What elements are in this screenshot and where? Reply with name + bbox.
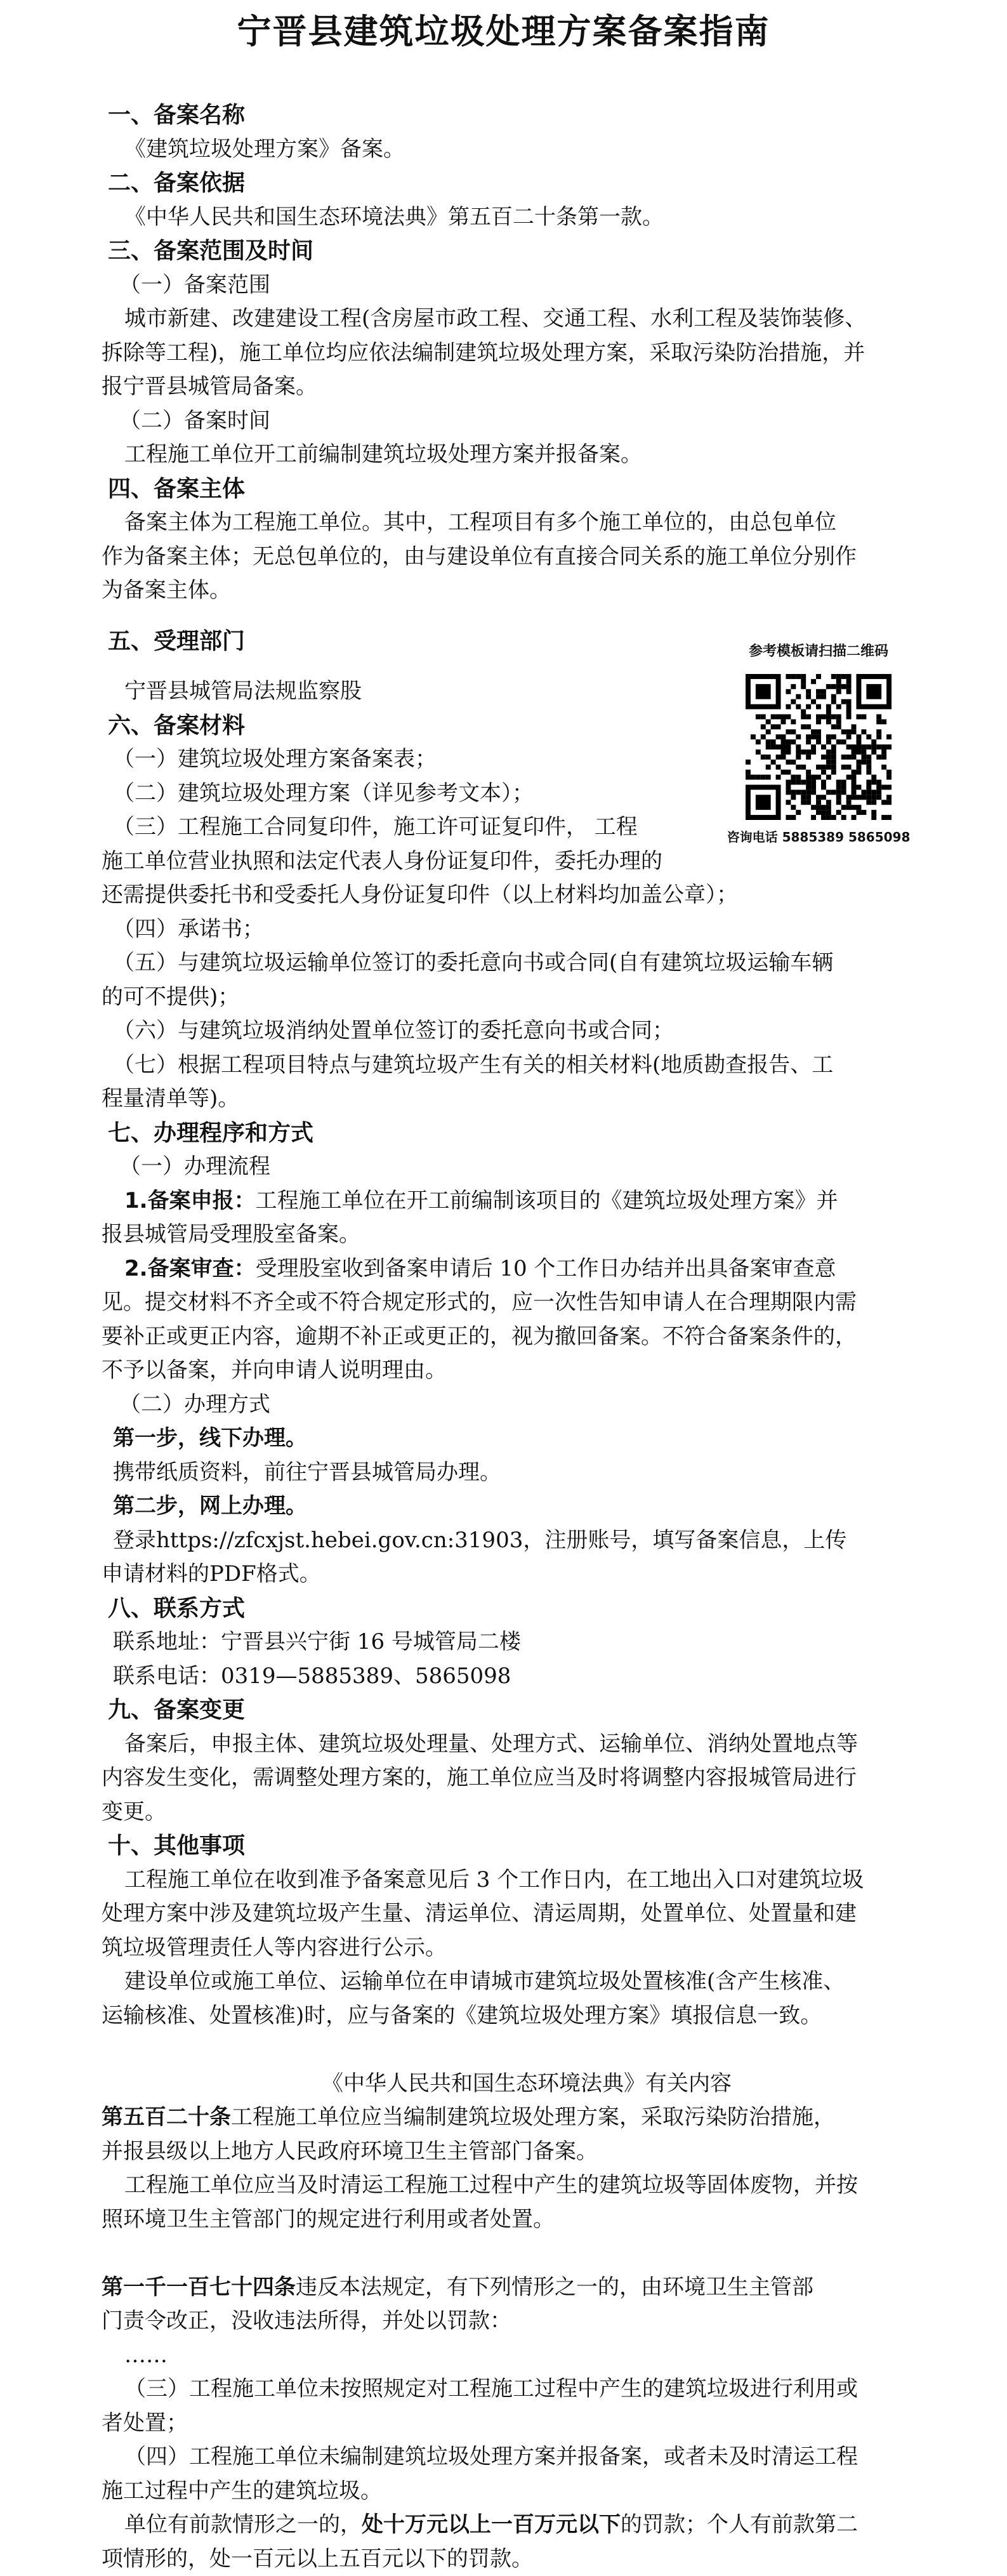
list-item: 施工过程中产生的建筑垃圾。: [102, 2474, 964, 2509]
article-number: 第一千一百七十四条: [102, 2275, 296, 2300]
article-line: [102, 2101, 964, 2135]
qr-phone: 咨询电话 5885389 5865098: [723, 828, 914, 847]
article-line: [102, 2271, 964, 2305]
page-title: 宁晋县建筑垃圾处理方案备案指南: [0, 6, 1007, 57]
step-label: 1.备案申报：: [124, 1188, 256, 1213]
penalty-text: 的罚款；个人有前款第二: [621, 2512, 858, 2537]
step-offline: 第一步，线下办理。: [102, 1422, 964, 1456]
paragraph-line: 城市新建、改建建设工程(含房屋市政工程、交通工程、水利工程及装饰装修、: [102, 302, 964, 336]
section-heading-change: 九、备案变更: [102, 1693, 964, 1727]
section-heading-department: 五、受理部门: [102, 624, 964, 659]
list-item: 者处置；: [102, 2407, 964, 2441]
section-heading-name: 一、备案名称: [102, 98, 964, 133]
ellipsis: ……: [102, 2339, 964, 2373]
list-item: 的可不提供)；: [102, 981, 964, 1015]
paragraph-line: 不予以备案，并向申请人说明理由。: [102, 1354, 964, 1388]
list-item: （七）根据工程项目特点与建筑垃圾产生有关的相关材料(地质勘查报告、工: [102, 1048, 964, 1083]
penalty-amount: 处十万元以上一百万元以下: [362, 2512, 621, 2537]
list-item: 施工单位营业执照和法定代表人身份证复印件，委托办理的: [102, 845, 964, 879]
paragraph-line: 报县城管局受理股室备案。: [102, 1218, 964, 1252]
qr-code-block: [723, 641, 914, 847]
paragraph-line: 运输核准、处置核准)时，应与备案的《建筑垃圾处理方案》填报信息一致。: [102, 1999, 964, 2033]
paragraph-line: 变更。: [102, 1795, 964, 1830]
paragraph-line: 要补正或更正内容，逾期不补正或更正的，视为撤回备案。不符合备案条件的，: [102, 1320, 964, 1354]
list-item: （六）与建筑垃圾消纳处置单位签订的委托意向书或合同；: [102, 1014, 964, 1048]
section-heading-procedure: 七、办理程序和方式: [102, 1116, 964, 1151]
list-item: （三）工程施工单位未按照规定对工程施工过程中产生的建筑垃圾进行利用或: [102, 2372, 964, 2407]
article-text: 违反本法规定，有下列情形之一的，由环境卫生主管部: [296, 2275, 813, 2300]
list-item: 还需提供委托书和受委托人身份证复印件（以上材料均加盖公章）；: [102, 878, 964, 913]
paragraph-line: 备案主体为工程施工单位。其中，工程项目有多个施工单位的，由总包单位: [102, 506, 964, 540]
section-heading-subject: 四、备案主体: [102, 472, 964, 506]
paragraph-line: 门责令改正，没收违法所得，并处以罚款：: [102, 2304, 964, 2339]
paragraph-line: 见。提交材料不齐全或不符合规定形式的，应一次性告知申请人在合理期限内需: [102, 1286, 964, 1320]
step-text: 工程施工单位在开工前编制该项目的《建筑垃圾处理方案》并: [256, 1188, 838, 1213]
paragraph-line: 拆除等工程)，施工单位均应依法编制建筑垃圾处理方案，采取污染防治措施，并: [102, 336, 964, 371]
paragraph-line: 宁晋县城管局法规监察股: [102, 675, 964, 709]
penalty-line: [102, 2508, 964, 2542]
qr-code-icon[interactable]: [746, 674, 892, 820]
paragraph-line: 为备案主体。: [102, 574, 964, 608]
contact-address: 联系地址：宁晋县兴宁街 16 号城管局二楼: [102, 1625, 964, 1660]
section-heading-basis: 二、备案依据: [102, 166, 964, 201]
paragraph-line: 备案后，申报主体、建筑垃圾处理量、处理方式、运输单位、消纳处置地点等: [102, 1727, 964, 1762]
step-line: [102, 1184, 964, 1219]
section-heading-materials: 六、备案材料: [102, 709, 964, 743]
list-item: （三）工程施工合同复印件，施工许可证复印件， 工程: [102, 810, 964, 845]
subheading-time: （二）备案时间: [102, 404, 964, 439]
paragraph-line: 携带纸质资料，前往宁晋县城管局办理。: [102, 1456, 964, 1490]
paragraph-line: 照环境卫生主管部门的规定进行利用或者处置。: [102, 2203, 964, 2237]
paragraph-line: 并报县级以上地方人民政府环境卫生主管部门备案。: [102, 2135, 964, 2169]
contact-phone: 联系电话：0319—5885389、5865098: [102, 1660, 964, 1694]
list-item: 程量清单等)。: [102, 1082, 964, 1116]
paragraph-line: 作为备案主体；无总包单位的，由与建设单位有直接合同关系的施工单位分别作: [102, 540, 964, 574]
list-item: （二）建筑垃圾处理方案（详见参考文本）；: [102, 777, 964, 811]
article-number: 第五百二十条: [102, 2104, 231, 2130]
paragraph-line: 处理方案中涉及建筑垃圾产生量、清运单位、清运周期，处置单位、处置量和建: [102, 1897, 964, 1931]
paragraph-line: 工程施工单位开工前编制建筑垃圾处理方案并报备案。: [102, 438, 964, 472]
paragraph-line: 内容发生变化，需调整处理方案的，施工单位应当及时将调整内容报城管局进行: [102, 1761, 964, 1795]
step-online: 第二步，网上办理。: [102, 1489, 964, 1524]
list-item: （五）与建筑垃圾运输单位签订的委托意向书或合同(自有建筑垃圾运输车辆: [102, 946, 964, 981]
section-heading-other: 十、其他事项: [102, 1829, 964, 1863]
section-text-basis: 《中华人民共和国生态环境法典》第五百二十条第一款。: [102, 201, 964, 235]
paragraph-line: 项情形的，处一百元以上五百元以下的罚款。: [102, 2542, 964, 2576]
article-text: 工程施工单位应当编制建筑垃圾处理方案，采取污染防治措施，: [231, 2104, 835, 2130]
list-item: （四）工程施工单位未编制建筑垃圾处理方案并报备案，或者未及时清运工程: [102, 2440, 964, 2474]
section-text-name: 《建筑垃圾处理方案》备案。: [102, 133, 964, 167]
step-line: [102, 1252, 964, 1286]
paragraph-line: 申请材料的PDF格式。: [102, 1557, 964, 1592]
section-heading-scope: 三、备案范围及时间: [102, 234, 964, 268]
document-body: [102, 98, 964, 2576]
law-heading: 《中华人民共和国生态环境法典》有关内容: [102, 2067, 964, 2101]
qr-label: 参考模板请扫描二维码: [723, 641, 914, 663]
paragraph-line: 工程施工单位在收到准予备案意见后 3 个工作日内，在工地出入口对建筑垃圾: [102, 1863, 964, 1898]
paragraph-line: 工程施工单位应当及时清运工程施工过程中产生的建筑垃圾等固体废物，并按: [102, 2169, 964, 2203]
section-heading-contact: 八、联系方式: [102, 1592, 964, 1626]
paragraph-line: 报宁晋县城管局备案。: [102, 370, 964, 404]
list-item: （一）建筑垃圾处理方案备案表；: [102, 743, 964, 777]
penalty-text: 单位有前款情形之一的，: [124, 2512, 362, 2537]
subheading-method: （二）办理方式: [102, 1388, 964, 1422]
step-text: 受理股室收到备案申请后 10 个工作日办结并出具备案审查意: [256, 1256, 836, 1281]
list-item: （四）承诺书；: [102, 913, 964, 947]
subheading-process: （一）办理流程: [102, 1150, 964, 1184]
paragraph-line: 建设单位或施工单位、运输单位在申请城市建筑垃圾处置核准(含产生核准、: [102, 1965, 964, 1999]
subheading-scope: （一）备案范围: [102, 268, 964, 303]
paragraph-line: 筑垃圾管理责任人等内容进行公示。: [102, 1931, 964, 1965]
step-label: 2.备案审查：: [124, 1256, 256, 1281]
paragraph-line: 登录https://zfcxjst.hebei.gov.cn:31903，注册账号，填写备案信息，上传: [102, 1524, 964, 1558]
